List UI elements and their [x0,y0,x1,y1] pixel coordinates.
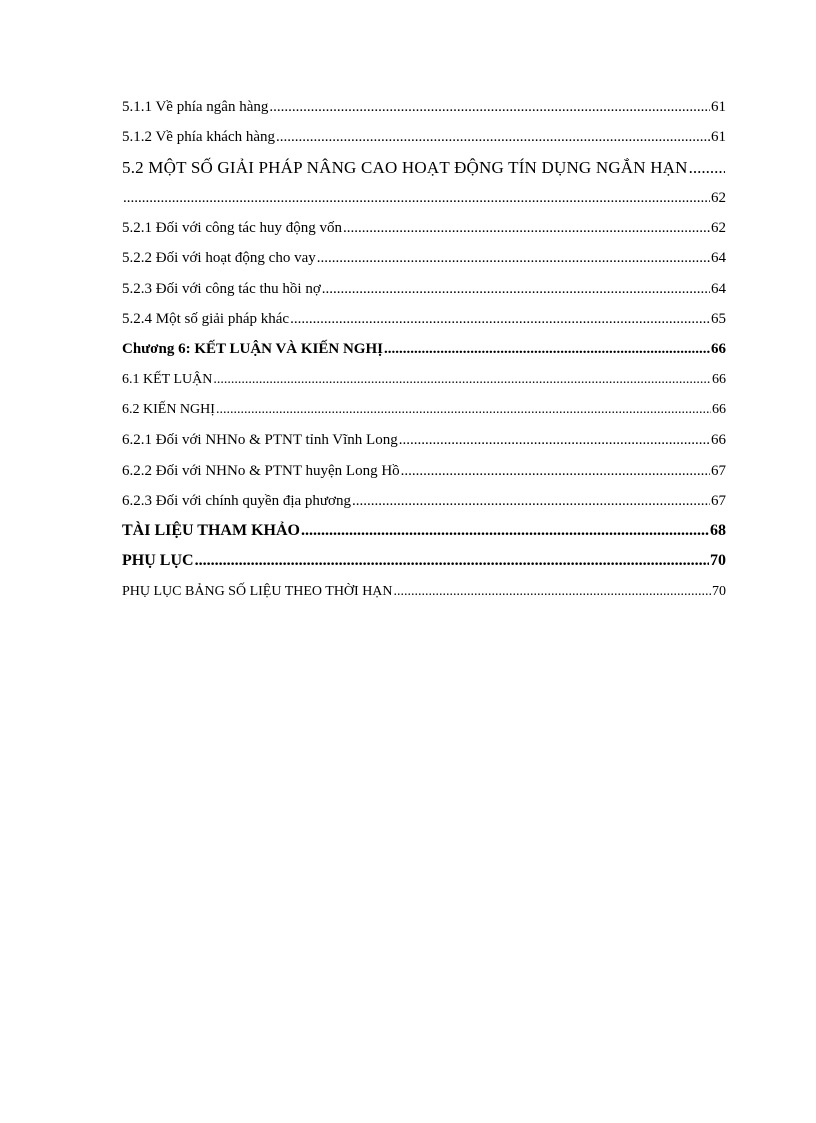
toc-entry-label: Chương 6: KẾT LUẬN VÀ KIẾN NGHỊ [122,341,383,358]
dot-leader [401,456,710,486]
toc-entry-page: 62 [711,220,726,237]
toc-entry-page: 61 [711,99,726,115]
dot-leader [269,92,710,122]
dot-leader [195,546,709,576]
dot-leader [301,516,709,546]
toc-entry-label: 6.2.2 Đối với NHNo & PTNT huyện Long Hồ [122,462,400,479]
dot-leader [399,425,710,455]
toc-entry-6-2-2[interactable] [122,456,726,486]
toc-entry-label: 6.2 KIẾN NGHỊ [122,401,215,417]
toc-entry-5-2[interactable] [122,153,726,183]
dot-leader [689,153,725,183]
toc-entry-page: 70 [710,552,726,570]
dot-leader [317,243,710,273]
toc-entry-label: PHỤ LỤC [122,552,194,570]
toc-entry-page: 66 [712,371,726,387]
table-of-contents [122,92,726,607]
toc-entry-references[interactable] [122,516,726,546]
dot-leader [384,334,710,364]
toc-entry-label: 5.2.4 Một số giải pháp khác [122,311,290,328]
dot-leader [343,213,710,243]
toc-entry-page: 61 [711,129,726,146]
dot-leader [123,183,710,213]
toc-entry-page: 66 [711,341,726,358]
toc-entry-appendix[interactable] [122,546,726,576]
toc-entry-page: 67 [711,492,726,509]
toc-entry-5-2-continuation[interactable] [122,183,726,213]
toc-entry-label: 6.2.1 Đối với NHNo & PTNT tỉnh Vĩnh Long [122,432,398,449]
toc-entry-label: 5.2.3 Đối với công tác thu hồi nợ [122,280,321,297]
toc-entry-5-1-2[interactable] [122,122,726,152]
toc-entry-page: 67 [711,462,726,479]
toc-entry-6-2-1[interactable] [122,425,726,455]
toc-entry-label: TÀI LIỆU THAM KHẢO [122,522,300,540]
toc-entry-label: 6.1 KẾT LUẬN [122,371,213,387]
toc-entry-5-1-1[interactable] [122,92,726,122]
dot-leader [394,577,711,607]
toc-entry-page: 64 [711,250,726,267]
toc-entry-label: 5.2 MỘT SỐ GIẢI PHÁP NÂNG CAO HOẠT ĐỘNG TÍN DỤNG NGẮN HẠN [122,157,688,177]
toc-entry-page: 66 [712,401,726,417]
toc-entry-label: 6.2.3 Đối với chính quyền địa phương [122,492,351,509]
toc-entry-label: 5.1.1 Về phía ngân hàng [122,99,269,115]
dot-leader [276,122,710,152]
toc-entry-page: 66 [711,432,726,449]
toc-entry-label: 5.1.2 Về phía khách hàng [122,129,276,146]
toc-entry-page: 62 [711,189,726,206]
toc-entry-6-2-3[interactable] [122,486,726,516]
toc-entry-5-2-2[interactable] [122,243,726,273]
dot-leader [290,304,710,334]
dot-leader [213,365,711,395]
toc-entry-label: PHỤ LỤC BẢNG SỐ LIỆU THEO THỜI HẠN [122,583,393,599]
dot-leader [216,395,711,425]
toc-entry-appendix-table[interactable] [122,577,726,607]
dot-leader [322,274,710,304]
toc-entry-page: 64 [711,280,726,297]
toc-entry-page: 65 [711,311,726,328]
toc-entry-page: 68 [710,522,726,540]
toc-entry-5-2-4[interactable] [122,304,726,334]
toc-entry-label: 5.2.1 Đối với công tác huy động vốn [122,220,342,237]
toc-entry-6-1[interactable] [122,365,726,395]
toc-entry-6-2[interactable] [122,395,726,425]
dot-leader [352,486,710,516]
toc-entry-label: 5.2.2 Đối với hoạt động cho vay [122,250,316,267]
toc-entry-page: 70 [712,583,726,599]
toc-entry-5-2-1[interactable] [122,213,726,243]
toc-entry-chapter-6[interactable] [122,334,726,364]
toc-entry-5-2-3[interactable] [122,274,726,304]
